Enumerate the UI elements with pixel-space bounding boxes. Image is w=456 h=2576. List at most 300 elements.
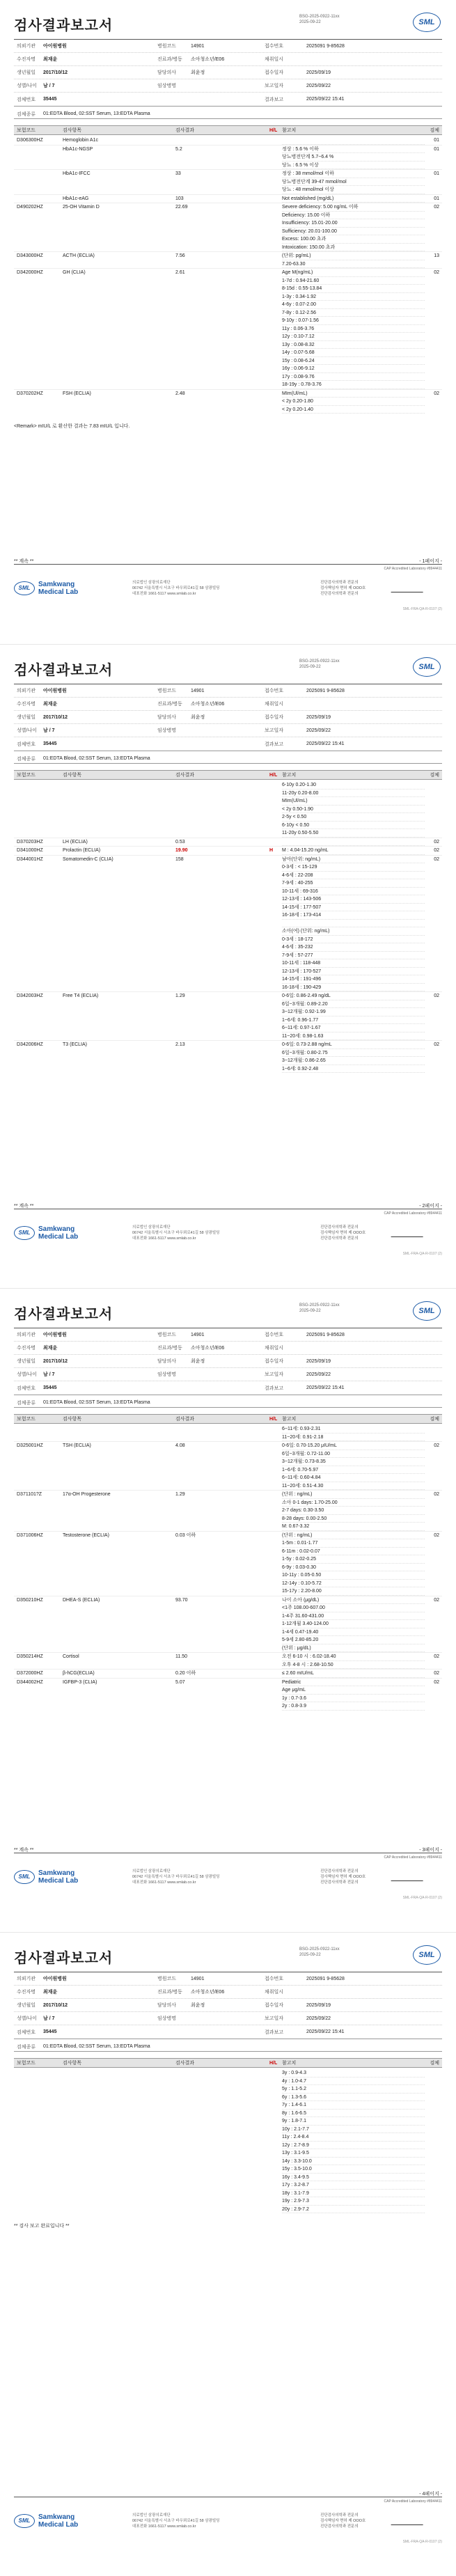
sample-label: 검체종류 (17, 756, 36, 762)
reference-range (282, 1491, 425, 1531)
header-label: 의뢰기관 (17, 1977, 36, 1981)
test-result: 2.61 (175, 270, 185, 275)
test-result: 0.20 이하 (175, 1671, 196, 1676)
signature-block (320, 1225, 442, 1241)
header-value: 2025/09/22 15:41 (306, 741, 345, 746)
reference-line: < 2y 0.20-1.80 (282, 398, 425, 406)
footer (14, 1217, 442, 1248)
accreditation: CAP Accredited Laboratory #8944411 (384, 1211, 442, 1216)
column-header-result: 검사결과 (175, 2061, 195, 2066)
reference-line: 당뇨병전단계 39-47 mmol/mol (282, 178, 425, 187)
header-value: 35445 (43, 2029, 57, 2034)
insurance-code: D343000HZ (17, 253, 43, 258)
reference-line: 오후 4-8 시 : 2.68-10.50 (282, 1661, 425, 1670)
header-label: 결과보고 (265, 741, 284, 747)
header-value: 35445 (43, 741, 57, 746)
test-name: Somatomedin-C (CLIA) (63, 856, 113, 862)
reference-line: 14y : 0.07-5.68 (282, 349, 425, 357)
reference-line: 1-3y : 0.34-1.92 (282, 293, 425, 301)
reference-line: 당뇨 : 6.5 % 이상 (282, 162, 425, 170)
reference-line: 3y : 0.9-4.3 (282, 2069, 425, 2078)
reference-line: Deficiency: 15.00 이하 (282, 212, 425, 220)
results-table (14, 2069, 442, 2213)
doc-date-line: 2025-09-22 (299, 1953, 321, 1957)
insurance-code: D371006HZ (17, 1532, 43, 1538)
page-marker (14, 1846, 442, 1853)
header-value: 35445 (43, 97, 57, 102)
sml-logo-small: SML (14, 1870, 35, 1884)
header-value: 소아청소년/E06 (191, 702, 225, 707)
specimen-code: 01 (434, 196, 439, 201)
reference-line: 1-5m : 0.01-1.77 (282, 1539, 425, 1548)
page-marker (14, 1202, 442, 1209)
signature-line: 진단검사의학과 전문의 (320, 1869, 359, 1874)
sml-logo-small: SML (14, 581, 35, 595)
reference-line: 정상 : 38 mmol/mol 이하 (282, 170, 425, 178)
header-value: 소아청소년/E06 (191, 1346, 225, 1351)
doc-no-line: BSG-2025-0922-11xx (299, 15, 340, 19)
specimen-code: 01 (434, 171, 439, 176)
reference-line: 10-11y : 0.05-0.50 (282, 1571, 425, 1580)
reference-range (282, 195, 425, 203)
specimen-code: 02 (434, 856, 439, 862)
reference-line: MIm(Ul/mL) (282, 797, 425, 806)
header-value: 2017/10/12 (43, 2002, 68, 2008)
sample-label: 검체종류 (17, 1400, 36, 1406)
header-value: 2025/09/19 (306, 1358, 331, 1364)
table-row (14, 389, 442, 414)
header-label: 보고일자 (265, 1372, 284, 1377)
test-result: 7.56 (175, 253, 185, 258)
test-name: IGFBP-3 (CLIA) (63, 1679, 97, 1685)
reference-line: 6-11m : 0.02-0.07 (282, 1548, 425, 1556)
reference-line (282, 136, 425, 145)
sml-logo-small: SML (14, 2514, 35, 2528)
test-name: DHEA-S (ECLIA) (63, 1597, 100, 1603)
reference-line (282, 920, 425, 928)
header-label: 접수일자 (265, 715, 284, 720)
report-title: 검사결과보고서 (14, 1305, 113, 1322)
reference-line: 10-11세 : 69-316 (282, 888, 425, 896)
header-label: 채취일시 (265, 57, 284, 62)
address-line: 06742 서울특별시 서초구 바우뫼로41길 58 삼광빌딩 (132, 586, 220, 590)
reference-line: 14-15세 : 177-507 (282, 904, 425, 912)
header-label: 병원코드 (157, 689, 177, 693)
reference-line: 6일~3개월: 0.80-2.75 (282, 1049, 425, 1058)
header-row (14, 1355, 442, 1368)
header-label: 생년월일 (17, 70, 36, 75)
form-version: SML-FRA-QA-R-0107 (2) (402, 1252, 442, 1256)
continue-mark: ** 계속 ** (14, 1848, 34, 1853)
reference-line: 4y : 1.0-4.7 (282, 2078, 425, 2086)
column-header-ref: 참고치 (282, 128, 297, 133)
reference-line: 0-3세 : 18-172 (282, 936, 425, 944)
header-label: 담당의사 (157, 2003, 177, 2008)
header-label: 병원코드 (157, 1333, 177, 1337)
lab-address (132, 1869, 320, 1885)
header-label: 접수일자 (265, 1359, 284, 1364)
table-row (14, 268, 442, 389)
reference-line: Excess: 100.00 초과 (282, 235, 425, 244)
header-value: 아이원병원 (43, 1977, 67, 1981)
header-label: 담당의사 (157, 715, 177, 720)
reference-range (282, 252, 425, 268)
test-result: 1.29 (175, 1492, 185, 1497)
reference-line: 1-12개월 3.40-124.00 (282, 1620, 425, 1628)
reference-line: 7-8y : 0.12-2.56 (282, 309, 425, 317)
header-label: 진료과/병동 (157, 57, 182, 62)
header-value: 2025/09/19 (306, 70, 331, 75)
test-result: 0.03 이하 (175, 1532, 196, 1538)
column-header-result: 검사결과 (175, 773, 195, 778)
header-value: 소아청소년/E06 (191, 57, 225, 62)
header-value: 남 / 7 (43, 2016, 55, 2021)
table-row (14, 1669, 442, 1678)
footer-logo (14, 581, 132, 596)
specimen-code: 01 (434, 138, 439, 143)
reference-line: 14-15세 : 191-496 (282, 975, 425, 984)
table-row (14, 846, 442, 855)
column-header-code: 보험코드 (17, 128, 36, 133)
lab-address (132, 580, 320, 597)
header-label: 결과보고 (265, 97, 284, 102)
column-header-name: 검사항목 (63, 128, 82, 133)
page-marker (14, 2490, 442, 2497)
page-number: - 2페이지 - (419, 1204, 442, 1209)
reference-range (282, 856, 425, 992)
signature-line: 검사책임자 면허 제 OOO호 (320, 1230, 366, 1235)
reference-line: 11~20세: 0.91-2.18 (282, 1434, 425, 1442)
reference-line: < 2y 0.50-1.90 (282, 806, 425, 814)
sample-value: 01:EDTA Blood, 02:SST Serum, 13:EDTA Plasma (43, 2044, 150, 2049)
doc-date-line: 2025-09-22 (299, 20, 321, 24)
address-line: 의료법인 삼광의료재단 (132, 1225, 171, 1230)
reference-line: 18-19y : 0.78-3.76 (282, 381, 425, 389)
table-header (14, 125, 442, 135)
header-value: 최윤정 (191, 70, 205, 75)
sample-label: 검체종류 (17, 111, 36, 117)
insurance-code: D490202HZ (17, 205, 43, 210)
signature-line: 진단검사의학과 전문의 (320, 2524, 359, 2529)
reference-line: Sufficiency: 20.01-100.00 (282, 228, 425, 236)
reference-line: 6~11세: 0.60-4.84 (282, 1474, 425, 1482)
header-label: 성별/나이 (17, 84, 37, 88)
column-header-code: 보험코드 (17, 2061, 36, 2066)
specimen-code: 02 (434, 1654, 439, 1659)
lab-name (38, 1869, 78, 1885)
reference-line: 7-9세 : 40-255 (282, 879, 425, 888)
header-label: 검체번호 (17, 1385, 36, 1391)
sample-label: 검체종류 (17, 2044, 36, 2050)
header-value: 최윤정 (191, 2003, 205, 2008)
reference-line: 19y : 2.9-7.3 (282, 2197, 425, 2206)
specimen-code: 02 (434, 848, 439, 853)
reference-line: 7-9세 : 57-277 (282, 952, 425, 960)
header-label: 접수번호 (265, 1977, 284, 1981)
reference-line: 14y : 3.3-10.0 (282, 2158, 425, 2166)
reference-line: Age M(ng/mL) (282, 269, 425, 277)
header-value: 2025/09/22 (306, 1372, 331, 1377)
reference-line: 15-17y : 2.20-8.00 (282, 1587, 425, 1596)
test-result: 93.70 (175, 1597, 188, 1603)
reference-line: 1-4주 31.60-431.00 (282, 1612, 425, 1621)
table-row (14, 169, 442, 194)
specimen-code: 02 (434, 1532, 439, 1538)
header-label: 진료과/병동 (157, 1346, 182, 1351)
table-row (14, 194, 442, 203)
table-row (14, 838, 442, 847)
reference-line: 1~6세: 0.96-1.77 (282, 1016, 425, 1025)
column-header-flag: H/L (269, 1416, 278, 1422)
reference-line: 8y : 1.6-6.5 (282, 2110, 425, 2118)
signature-line: 진단검사의학과 전문의 (320, 1236, 359, 1241)
header-value: 소아청소년/E06 (191, 1990, 225, 1995)
header-value: 아이원병원 (43, 689, 67, 693)
reference-line: 12-13세 : 170-527 (282, 968, 425, 976)
insurance-code: D344002HZ (17, 1679, 43, 1685)
header-row (14, 1999, 442, 2012)
address-line: 06742 서울특별시 서초구 바우뫼로41길 58 삼광빌딩 (132, 1230, 220, 1235)
insurance-code: D370203HZ (17, 839, 43, 845)
header-label: 의뢰기관 (17, 689, 36, 693)
header-label: 접수번호 (265, 1333, 284, 1337)
reference-range (282, 847, 425, 855)
column-header-report: 검체 (430, 773, 439, 778)
reference-line: < 2y 0.20-1.40 (282, 406, 425, 414)
table-row (14, 855, 442, 992)
signature-line: 검사책임자 면허 제 OOO호 (320, 1874, 366, 1879)
reference-line: 6~11세: 0.93-2.31 (282, 1425, 425, 1434)
reference-line: M: 0.67-3.32 (282, 1523, 425, 1531)
header-value: 2025/09/19 (306, 714, 331, 720)
header-label: 임상병명 (157, 84, 177, 88)
reference-line: 2y : 0.8-3.9 (282, 1702, 425, 1711)
report-page (0, 1932, 456, 2576)
header-value: 2025/09/22 (306, 2016, 331, 2021)
reference-line: 12-13세 : 143-506 (282, 895, 425, 904)
header-row (14, 684, 442, 698)
header-value: 2025/09/22 (306, 83, 331, 88)
reference-line: Intoxication: 150.00 초과 (282, 244, 425, 252)
reference-line: 소아(여) (단위: ng/mL) (282, 927, 425, 936)
column-header-report: 검체 (430, 2061, 439, 2066)
insurance-code: D342006HZ (17, 1042, 43, 1047)
test-name: GH (CLIA) (63, 270, 86, 275)
header-label: 수진자명 (17, 1990, 36, 1995)
header-label: 수진자명 (17, 702, 36, 707)
reference-line: <1주 108.00-607.00 (282, 1604, 425, 1612)
header-label: 채취일시 (265, 702, 284, 707)
reference-line: 3~12개월: 0.92-1.99 (282, 1008, 425, 1016)
lab-name-line: Medical Lab (38, 1232, 79, 1241)
signature-image (391, 1227, 426, 1237)
reference-line: 16-18세 : 190-429 (282, 984, 425, 992)
reference-line: Age μg/mL (282, 1686, 425, 1695)
header-value: 최윤정 (191, 715, 205, 720)
reference-line: 6-9y : 0.03-0.30 (282, 1564, 425, 1572)
continue-mark: ** 계속 ** (14, 559, 34, 564)
test-result: 103 (175, 196, 184, 201)
column-header-ref: 참고치 (282, 773, 297, 778)
header-label: 진료과/병동 (157, 1990, 182, 1995)
specimen-code: 02 (434, 270, 439, 275)
reference-range (282, 1532, 425, 1596)
reference-line: 0-3세 : < 15-129 (282, 863, 425, 872)
table-row (14, 1441, 442, 1490)
signature-line: 검사책임자 면허 제 OOO호 (320, 586, 366, 590)
report-title: 검사결과보고서 (14, 661, 113, 678)
signature-block (320, 1869, 442, 1885)
test-result: 5.2 (175, 146, 182, 152)
reference-line: 3~12개월: 0.86-2.65 (282, 1057, 425, 1065)
reference-line: 11-20y 0.20-8.00 (282, 790, 425, 798)
footer (14, 1861, 442, 1892)
table-row (14, 1678, 442, 1711)
header-value: 최재윤 (43, 57, 58, 62)
page-number: - 3페이지 - (419, 1848, 442, 1853)
reference-line: 0-6일: 0.73-2.88 ng/mL (282, 1041, 425, 1049)
specimen-code: 02 (434, 1443, 439, 1448)
reference-line: 1-4세 0.47-19.40 (282, 1628, 425, 1637)
column-header-result: 검사결과 (175, 1417, 195, 1422)
reference-range (282, 170, 425, 194)
test-name: ACTH (ECLIA) (63, 253, 95, 258)
sample-value: 01:EDTA Blood, 02:SST Serum, 13:EDTA Plasma (43, 111, 150, 116)
header-row (14, 1368, 442, 1381)
reference-line (282, 838, 425, 847)
doc-no-line: BSG-2025-0922-11xx (299, 1947, 340, 1951)
report-title: 검사결과보고서 (14, 17, 113, 33)
header-row (14, 40, 442, 53)
header-value: 2025/09/22 15:41 (306, 2029, 345, 2034)
reference-line: 1-7d : 0.94-21.60 (282, 277, 425, 285)
reference-line: 12y : 0.10-7.12 (282, 333, 425, 341)
continue-mark: ** 계속 ** (14, 1204, 34, 1209)
accreditation: CAP Accredited Laboratory #8944411 (384, 567, 442, 571)
specimen-code: 02 (434, 1671, 439, 1676)
specimen-code: 02 (434, 1492, 439, 1497)
reference-line: 10y : 2.1-7.7 (282, 2126, 425, 2134)
sml-logo: SML (413, 1945, 441, 1965)
footer (14, 2505, 442, 2536)
header-label: 임상병명 (157, 1372, 177, 1377)
insurance-code: D341000HZ (17, 848, 43, 853)
reference-range (282, 838, 425, 847)
header-label: 병원코드 (157, 1977, 177, 1981)
column-header-flag: H/L (269, 127, 278, 133)
reference-line: 16y : 3.4-9.5 (282, 2174, 425, 2182)
test-name: 25-OH Vitamin D (63, 205, 100, 210)
reference-line: 13y : 0.08-8.32 (282, 341, 425, 350)
sample-row (14, 754, 442, 764)
header-label: 보고일자 (265, 2016, 284, 2021)
table-row (14, 2069, 442, 2213)
address-line: 의료법인 삼광의료재단 (132, 2513, 171, 2518)
page-number: - 4페이지 - (419, 2492, 442, 2497)
table-row (14, 1596, 442, 1653)
header-value: 2025091 9-85628 (306, 1976, 345, 1981)
reference-line: 15y : 3.5-10.0 (282, 2165, 425, 2174)
reference-line: (단위: pg/mL) (282, 252, 425, 260)
header-label: 진료과/병동 (157, 702, 182, 707)
test-result: 4.08 (175, 1443, 185, 1448)
reference-line: 0-6일: 0.70-15.20 μIU/mL (282, 1442, 425, 1450)
header-label: 생년월일 (17, 1359, 36, 1364)
reference-range (282, 1041, 425, 1073)
column-header-report: 검체 (430, 1417, 439, 1422)
footer-logo (14, 1225, 132, 1241)
reference-line: 6일~3개월: 0.89-2.20 (282, 1000, 425, 1009)
results-table (14, 136, 442, 414)
specimen-code: 02 (434, 994, 439, 998)
insurance-code: D342003HZ (17, 994, 43, 998)
test-name: Testosterone (ECLIA) (63, 1532, 109, 1538)
patient-header (14, 39, 442, 107)
header-label: 채취일시 (265, 1990, 284, 1995)
reference-line: Not established (mg/dL) (282, 195, 425, 203)
signature-line: 진단검사의학과 전문의 (320, 1225, 359, 1230)
sample-value: 01:EDTA Blood, 02:SST Serum, 13:EDTA Plasma (43, 756, 150, 761)
test-name: FSH (ECLIA) (63, 391, 91, 396)
header-row (14, 1972, 442, 1986)
header-label: 임상병명 (157, 2016, 177, 2021)
column-header-ref: 참고치 (282, 2061, 297, 2066)
reference-line: 6y : 1.3-5.6 (282, 2094, 425, 2102)
header-label: 수진자명 (17, 1346, 36, 1351)
lab-name-line: Samkwang (38, 1225, 75, 1233)
header-label: 접수일자 (265, 70, 284, 75)
address-line: 대표전화 1661-5117 www.smlab.co.kr (132, 2524, 196, 2529)
reference-line: 1y : 0.7-3.6 (282, 1695, 425, 1703)
table-header (14, 2058, 442, 2068)
table-row (14, 1040, 442, 1073)
test-result: 19.90 (175, 848, 188, 853)
header-row (14, 79, 442, 93)
reference-line: 16-18세 : 173-414 (282, 911, 425, 920)
reference-range (282, 1596, 425, 1653)
reference-line: 나이 소아 (μg/dL) (282, 1596, 425, 1605)
table-row (14, 1490, 442, 1531)
reference-line: 1~6세: 0.70-5.97 (282, 1466, 425, 1475)
specimen-code: 13 (434, 253, 439, 258)
form-version: SML-FRA-QA-R-0107 (2) (402, 607, 442, 611)
table-row (14, 1652, 442, 1669)
header-label: 임상병명 (157, 728, 177, 733)
address-line: 06742 서울특별시 서초구 바우뫼로41길 58 삼광빌딩 (132, 2518, 220, 2523)
sample-row (14, 2042, 442, 2052)
header-value: 14901 (191, 688, 205, 693)
test-name: β-hCG(ECLIA) (63, 1671, 95, 1676)
reference-line: 20y : 2.9-7.2 (282, 2206, 425, 2214)
test-result: 11.50 (175, 1654, 187, 1659)
reference-line: 소아 0-1 days: 1.70-25.00 (282, 1499, 425, 1507)
reference-line: (단위 : ng/mL) (282, 1491, 425, 1499)
reference-line: 11~20세: 0.98-1.63 (282, 1032, 425, 1041)
header-value: 2025091 9-85628 (306, 1332, 345, 1337)
header-label: 성별/나이 (17, 1372, 37, 1377)
reference-line: 1-5y : 0.02-0.25 (282, 1555, 425, 1564)
lab-address (132, 2513, 320, 2529)
test-name: 17α-OH Progesterone (63, 1492, 111, 1497)
header-value: 남 / 7 (43, 728, 55, 733)
specimen-code: 02 (434, 1597, 439, 1603)
reference-line: 6일~3개월: 0.72-11.00 (282, 1450, 425, 1459)
header-label: 보고일자 (265, 728, 284, 733)
sample-row (14, 1398, 442, 1408)
reference-line: 13y : 3.1-9.5 (282, 2149, 425, 2158)
reference-line: 5-9세 2.80-85.20 (282, 1636, 425, 1644)
reference-line: 16y : 0.06-9.12 (282, 365, 425, 373)
